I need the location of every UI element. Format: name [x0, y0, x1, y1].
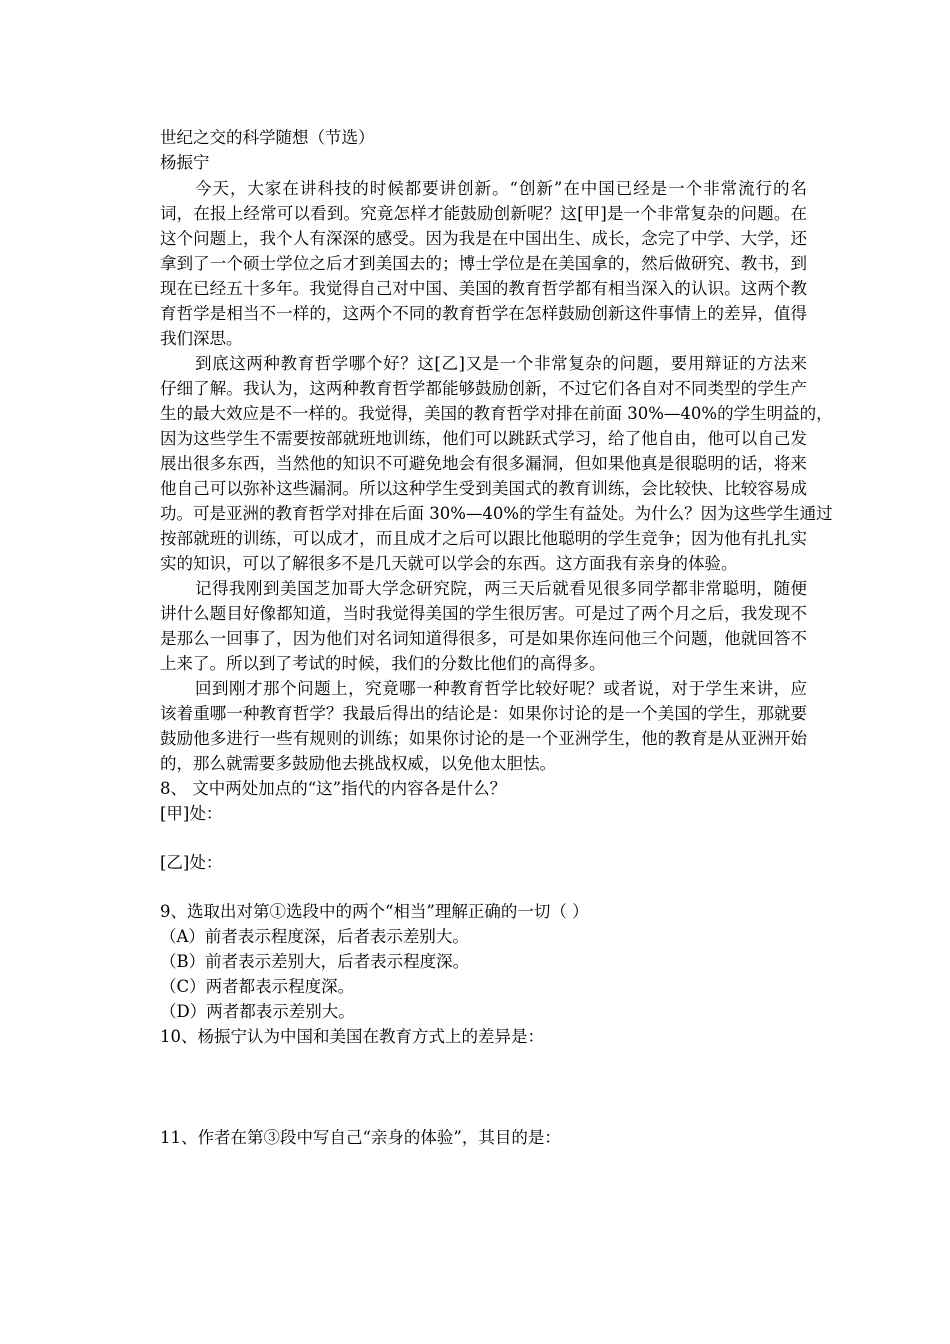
question-9: 9、选取出对第①选段中的两个“相当”理解正确的一切（ ） — [160, 902, 589, 921]
question-8-yi-label: [乙]处： — [160, 853, 223, 872]
paragraph-1-line-3: 这个问题上，我个人有深深的感受。因为我是在中国出生、成长，念完了中学、大学，还 — [160, 229, 807, 248]
paragraph-3-line-4: 上来了。所以到了考试的时候，我们的分数比他们的高得多。 — [160, 654, 606, 673]
paragraph-2-line-8: 按部就班的训练，可以成才，而且成才之后可以跟比他聪明的学生竞争；因为他有扎扎实 — [160, 529, 807, 548]
paragraph-4-line-1: 回到刚才那个问题上，究竟哪一种教育哲学比较好呢？或者说，对于学生来讲，应 — [195, 679, 807, 698]
paragraph-2-line-3: 生的最大效应是不一样的。我觉得，美国的教育哲学对排在前面 30%—40%的学生明益的， — [160, 404, 833, 423]
question-10: 10、杨振宁认为中国和美国在教育方式上的差异是： — [160, 1027, 544, 1046]
question-9-option-d: （D）两者都表示差别大。 — [160, 1002, 355, 1021]
paragraph-2-line-5: 展出很多东西，当然他的知识不可避免地会有很多漏洞，但如果他真是很聪明的话，将来 — [160, 454, 807, 473]
paragraph-2-line-4: 因为这些学生不需要按部就班地训练，他们可以跳跃式学习，给了他自由，他可以自己发 — [160, 429, 807, 448]
paragraph-1-line-6: 育哲学是相当不一样的，这两个不同的教育哲学在怎样鼓励创新这件事情上的差异，值得 — [160, 304, 807, 323]
article-title: 世纪之交的科学随想（节选） — [160, 128, 375, 147]
paragraph-4-line-3: 鼓励他多进行一些有规则的训练；如果你讨论的是一个亚洲学生，他的教育是从亚洲开始 — [160, 729, 807, 748]
paragraph-3-line-2: 讲什么题目好像都知道，当时我觉得美国的学生很厉害。可是过了两个月之后，我发现不 — [160, 604, 807, 623]
paragraph-1-line-1: 今天，大家在讲科技的时候都要讲创新。“创新”在中国已经是一个非常流行的名 — [195, 179, 807, 198]
paragraph-4-line-4: 的，那么就需要多鼓励他去挑战权威，以免他太胆怯。 — [160, 754, 556, 773]
question-9-option-b: （B）前者表示差别大，后者表示程度深。 — [160, 952, 470, 971]
question-8-jia-label: [甲]处： — [160, 804, 223, 823]
paragraph-2-line-1: 到底这两种教育哲学哪个好？这[乙]又是一个非常复杂的问题，要用辩证的方法来 — [195, 354, 807, 373]
paragraph-3-line-1: 记得我刚到美国芝加哥大学念研究院，两三天后就看见很多同学都非常聪明，随便 — [195, 579, 807, 598]
question-8: 8、 文中两处加点的“这”指代的内容各是什么？ — [160, 779, 507, 798]
paragraph-1-line-2: 词，在报上经常可以看到。究竟怎样才能鼓励创新呢？这[甲]是一个非常复杂的问题。在 — [160, 204, 807, 223]
article-author: 杨振宁 — [160, 153, 210, 172]
paragraph-2-line-7: 功。可是亚洲的教育哲学对排在后面 30%—40%的学生有益处。为什么？因为这些学生通过 — [160, 504, 833, 523]
paragraph-4-line-2: 该着重哪一种教育哲学？我最后得出的结论是：如果你讨论的是一个美国的学生，那就要 — [160, 704, 807, 723]
question-11: 11、作者在第③段中写自己“亲身的体验”，其目的是： — [160, 1128, 561, 1147]
paragraph-1-line-7: 我们深思。 — [160, 329, 243, 348]
paragraph-2-line-6: 他自己可以弥补这些漏洞。所以这种学生受到美国式的教育训练，会比较快、比较容易成 — [160, 479, 807, 498]
paragraph-3-line-3: 是那么一回事了，因为他们对名词知道得很多，可是如果你连问他三个问题，他就回答不 — [160, 629, 807, 648]
paragraph-1-line-4: 拿到了一个硕士学位之后才到美国去的；博士学位是在美国拿的，然后做研究、教书，到 — [160, 254, 807, 273]
question-9-option-a: （A）前者表示程度深，后者表示差别大。 — [160, 927, 469, 946]
paragraph-2-line-9: 实的知识，可以了解很多不是几天就可以学会的东西。这方面我有亲身的体验。 — [160, 554, 738, 573]
paragraph-1-line-5: 现在已经五十多年。我觉得自己对中国、美国的教育哲学都有相当深入的认识。这两个教 — [160, 279, 807, 298]
question-9-option-c: （C）两者都表示程度深。 — [160, 977, 355, 996]
paragraph-2-line-2: 仔细了解。我认为，这两种教育哲学都能够鼓励创新，不过它们各自对不同类型的学生产 — [160, 379, 807, 398]
